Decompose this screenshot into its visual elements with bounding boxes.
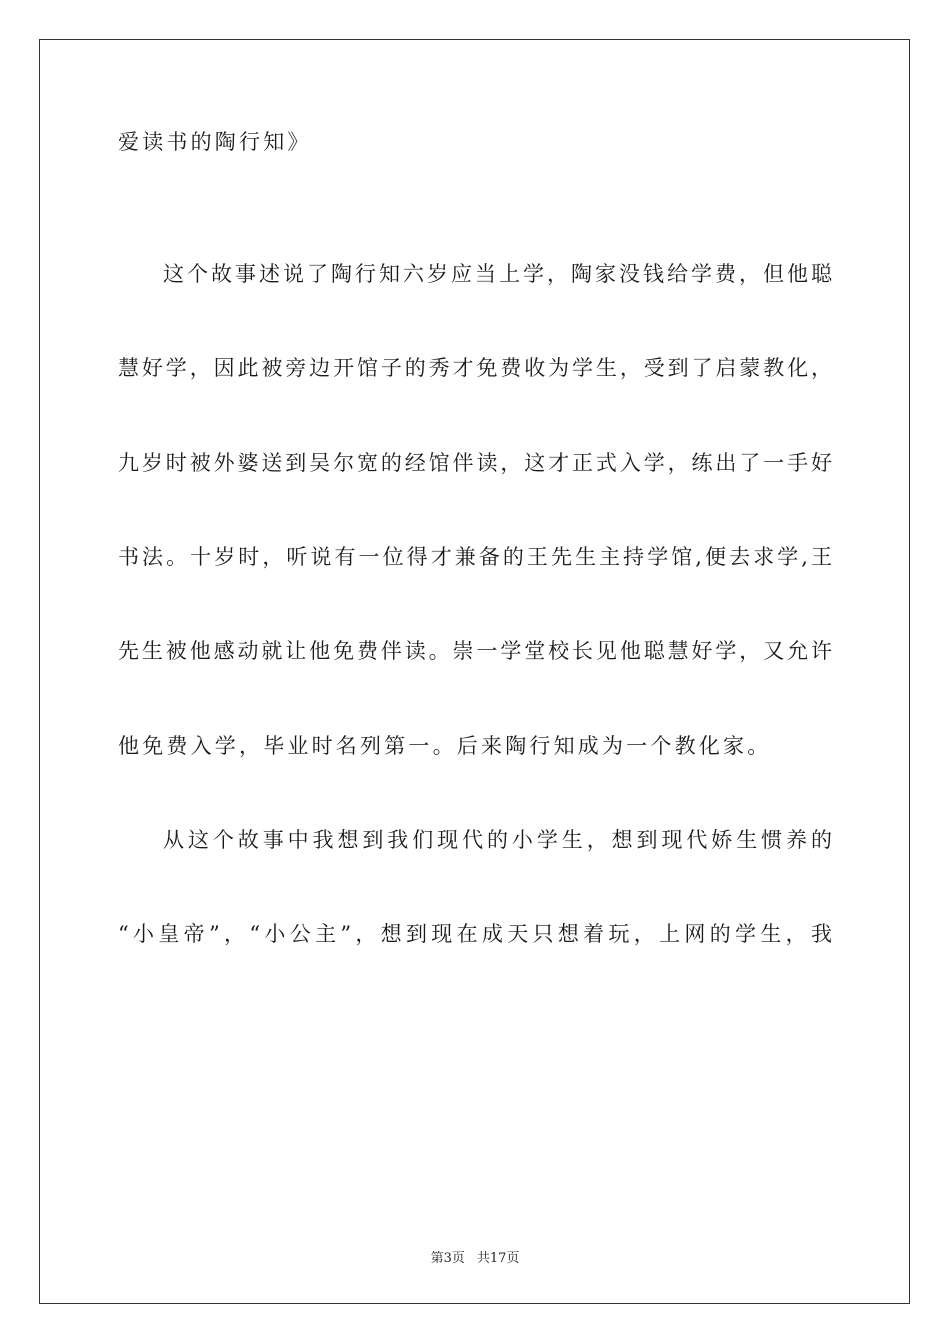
paragraph-2-line-1: 从这个故事中我想到我们现代的小学生，想到现代娇生惯养的 <box>163 828 832 852</box>
paragraph-1-line-6: 他免费入学，毕业时名列第一。后来陶行知成为一个教化家。 <box>118 734 772 758</box>
paragraph-1-line-1: 这个故事述说了陶行知六岁应当上学，陶家没钱给学费，但他聪 <box>163 262 832 286</box>
paragraph-2-line-2: “小皇帝”，“小公主”，想到现在成天只想着玩，上网的学生，我 <box>118 922 832 946</box>
page-footer <box>0 1247 950 1266</box>
paragraph-1-line-3: 九岁时被外婆送到吴尔宽的经馆伴读，这才正式入学，练出了一手好 <box>118 451 832 475</box>
paragraph-1-line-4: 书法。十岁时，听说有一位得才兼备的王先生主持学馆,便去求学,王 <box>118 545 832 569</box>
page-total: 共17页 <box>476 1251 520 1266</box>
text-line-1: 爱读书的陶行知》 <box>118 130 312 154</box>
paragraph-1-line-5: 先生被他感动就让他免费伴读。崇一学堂校长见他聪慧好学，又允许 <box>118 639 832 663</box>
paragraph-1-line-2: 慧好学，因此被旁边开馆子的秀才免费收为学生，受到了启蒙教化， <box>118 356 832 380</box>
page-number: 第3页 <box>430 1251 465 1266</box>
page-border <box>39 39 910 1304</box>
